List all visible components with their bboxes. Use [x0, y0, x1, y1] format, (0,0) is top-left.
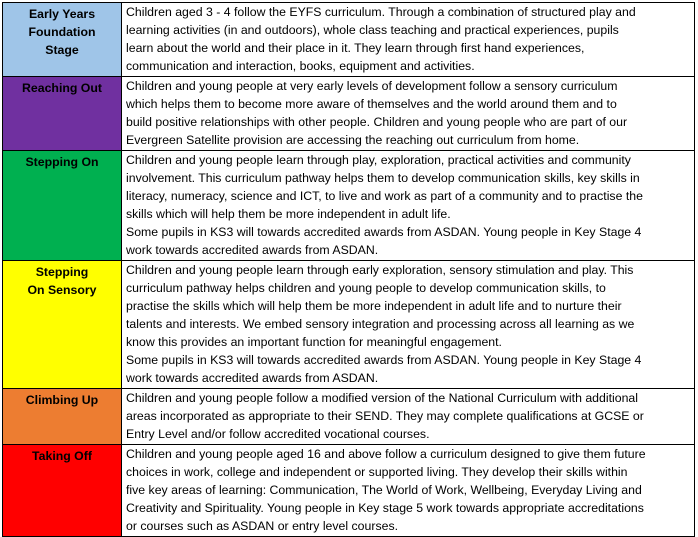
- pathway-description-line: Some pupils in KS3 will towards accredited awards from ASDAN. Young people in Key Stage 4: [126, 225, 642, 239]
- pathway-description-line: Children aged 3 - 4 follow the EYFS curriculum. Through a combination of structured play and: [126, 5, 636, 19]
- pathway-description-line: five key areas of learning: Communication, The World of Work, Wellbeing, Everyday Living and: [126, 483, 642, 497]
- pathway-name-line: Stage: [45, 43, 79, 57]
- pathway-description-cell: [122, 261, 695, 389]
- pathway-description-line: talents and interests. We embed sensory integration and processing across all learning as we: [126, 317, 635, 331]
- pathway-description-line: areas incorporated as appropriate to their SEND. They may complete qualifications at GCSE or: [126, 409, 644, 423]
- pathway-name-cell: [3, 77, 122, 151]
- pathway-description-line: Children and young people aged 16 and above follow a curriculum designed to give them future: [126, 447, 646, 461]
- pathway-name-line: Reaching Out: [22, 81, 102, 95]
- pathway-name-line: Taking Off: [32, 449, 92, 463]
- pathway-description-line: Children and young people learn through early exploration, sensory stimulation and play. This: [126, 263, 634, 277]
- pathway-description-line: learn about the world and their place in it. They learn through first hand experiences,: [126, 41, 585, 55]
- pathway-row: [3, 389, 695, 445]
- pathway-description-line: curriculum pathway helps children and young people to develop communication skills, to: [126, 281, 606, 295]
- pathway-name-cell: [3, 151, 122, 261]
- pathway-name-line: Climbing Up: [25, 393, 99, 407]
- pathway-name-cell: [3, 3, 122, 77]
- pathway-name-line: Stepping: [35, 265, 89, 279]
- pathway-description-line: Children and young people follow a modified version of the National Curriculum with additional: [126, 391, 638, 405]
- pathway-row: [3, 445, 695, 537]
- pathway-description-line: work towards accredited awards from ASDAN.: [126, 243, 379, 257]
- pathway-description-line: which helps them to become more aware of themselves and the world around them and to: [126, 97, 617, 111]
- pathway-description-cell: [122, 389, 695, 445]
- pathway-row: [3, 3, 695, 77]
- pathway-description-cell: [122, 77, 695, 151]
- table-body: [3, 3, 695, 537]
- pathway-description-cell: [122, 151, 695, 261]
- pathway-description-line: choices in work, college and independent or supported living. They develop their skills within: [126, 465, 628, 479]
- pathway-description-line: literacy, numeracy, science and ICT, to live and work as part of a community and to practise the: [126, 189, 643, 203]
- pathway-name-line: On Sensory: [27, 283, 97, 297]
- pathway-name-line: Early Years: [28, 7, 96, 21]
- pathway-description-line: communication and interaction, books, equipment and activities.: [126, 59, 475, 73]
- pathway-description-cell: [122, 445, 695, 537]
- pathway-description-line: Evergreen Satellite provision are accessing the reaching out curriculum from home.: [126, 133, 580, 147]
- curriculum-pathways-table: [2, 2, 695, 537]
- pathway-name-cell: [3, 261, 122, 389]
- pathway-description-line: learning activities (in and outdoors), whole class teaching and practical experiences, pupils: [126, 23, 619, 37]
- pathway-name-line: Foundation: [28, 25, 96, 39]
- pathway-row: [3, 261, 695, 389]
- pathway-description-line: Children and young people learn through play, exploration, practical activities and community: [126, 153, 631, 167]
- pathway-description-line: Some pupils in KS3 will towards accredited awards from ASDAN. Young people in Key Stage 4: [126, 353, 642, 367]
- pathway-description-line: build positive relationships with other people. Children and young people who are part of our: [126, 115, 628, 129]
- pathway-description-line: skills which will help them be more independent in adult life.: [126, 207, 451, 221]
- pathway-description-line: work towards accredited awards from ASDAN.: [126, 371, 379, 385]
- pathway-name-line: Stepping On: [25, 155, 99, 169]
- pathway-row: [3, 77, 695, 151]
- pathway-description-cell: [122, 3, 695, 77]
- curriculum-pathways-document: [2, 2, 694, 537]
- pathway-description-line: Entry Level and/or follow accredited vocational courses.: [126, 427, 430, 441]
- pathway-row: [3, 151, 695, 261]
- pathway-description-line: know this provides an important function for meaningful engagement.: [126, 335, 502, 349]
- pathway-description-line: or courses such as ASDAN or entry level courses.: [126, 519, 399, 533]
- pathway-name-cell: [3, 445, 122, 537]
- pathway-description-line: practise the skills which will help them be more independent in adult life and to nurture their: [126, 299, 622, 313]
- pathway-name-cell: [3, 389, 122, 445]
- pathway-description-line: involvement. This curriculum pathway helps them to develop communication skills, key skills in: [126, 171, 640, 185]
- pathway-description-line: Children and young people at very early levels of development follow a sensory curriculum: [126, 79, 618, 93]
- pathway-description-line: Creativity and Spirituality. Young people in Key stage 5 work towards appropriate accreditations: [126, 501, 644, 515]
